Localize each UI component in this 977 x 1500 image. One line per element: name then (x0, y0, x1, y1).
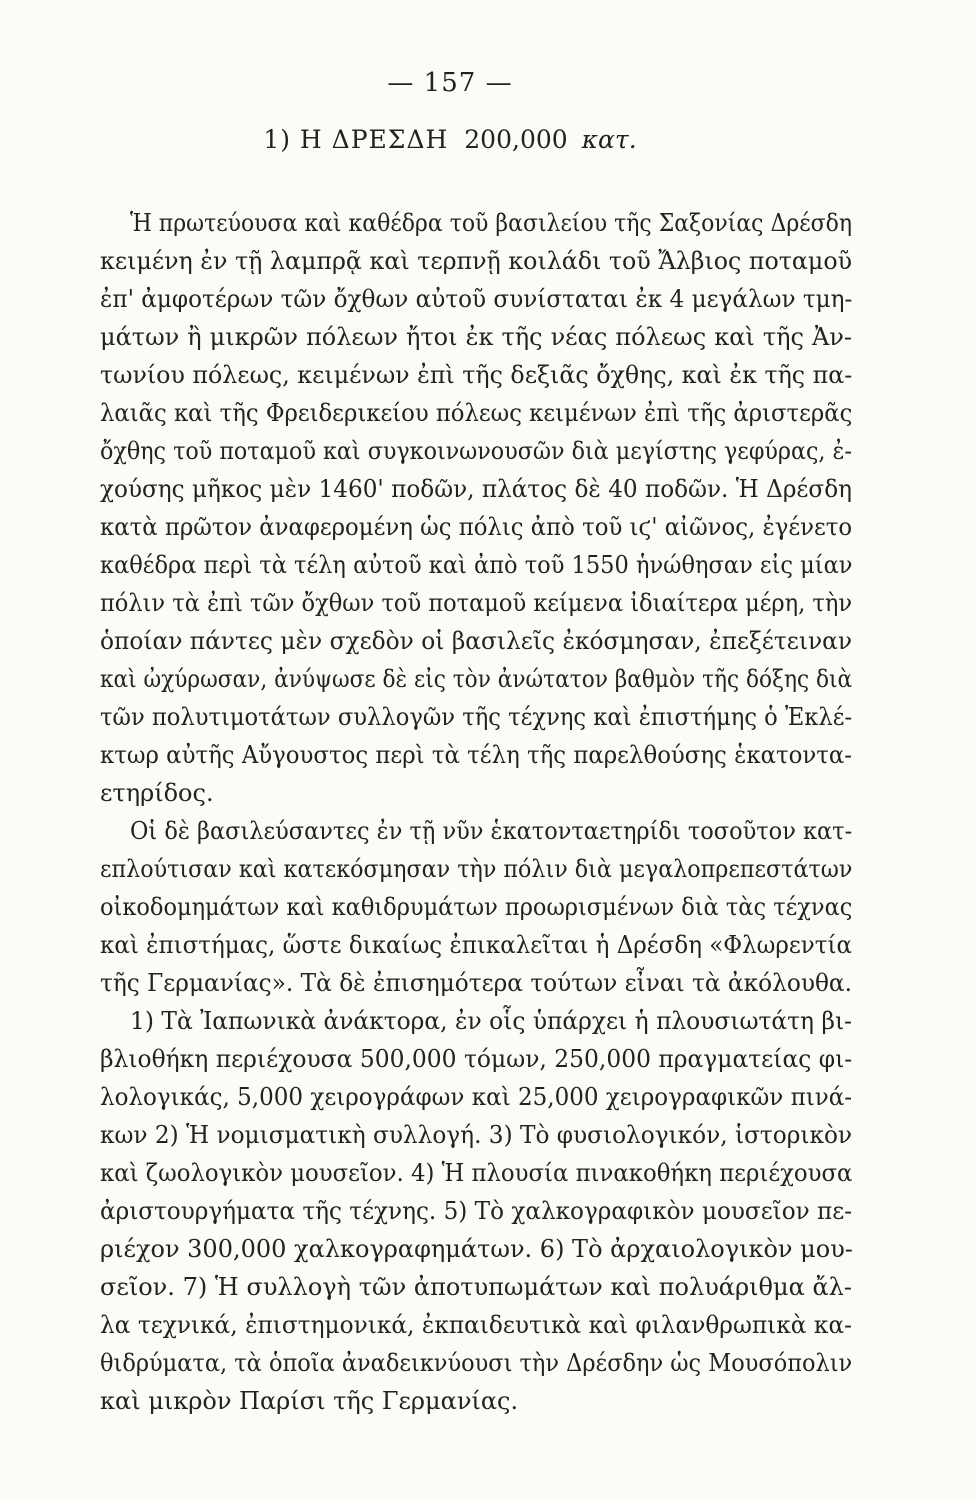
text-line: ὄχθης τοῦ ποταμοῦ καὶ συγκοινωνουσῶν διὰ μεγίστης γεφύρας, ἐ- (100, 437, 852, 465)
text-line: οἰκοδομημάτων καὶ καθιδρυμάτων προωρισμένων διὰ τὰς τέχνας (100, 893, 853, 921)
text-line: καὶ ὠχύρωσαν, ἀνύψωσε δὲ εἰς τὸν ἀνώτατον βαθμὸν τῆς δόξης διὰ (100, 665, 853, 693)
text-line: κειμένη ἐν τῇ λαμπρᾷ καὶ τερπνῇ κοιλάδι τοῦ Ἄλβιος ποταμοῦ (100, 247, 853, 275)
text-line: κων 2) Ἡ νομισματικὴ συλλογή. 3) Τὸ φυσιολογικόν, ἱστορικὸν (100, 1121, 853, 1149)
text-line: ετηρίδος. (100, 779, 214, 807)
heading-population: 200,000 (464, 125, 568, 154)
text-line: καὶ ζωολογικὸν μουσεῖον. 4) Ἡ πλουσία πινακοθήκη περιέχουσα (100, 1159, 853, 1187)
text-line: κτωρ αὐτῆς Αὔγουστος περὶ τὰ τέλη τῆς παρελθούσης ἑκατοντα- (100, 741, 853, 769)
text-line: επλούτισαν καὶ κατεκόσμησαν τὴν πόλιν διὰ μεγαλοπρεπεστάτων (100, 855, 853, 883)
text-line: 1) Τὰ Ἰαπωνικὰ ἀνάκτορα, ἐν οἷς ὑπάρχει ἡ πλουσιωτάτη βι- (130, 1007, 852, 1035)
text-line: κατὰ πρῶτον ἀναφερομένη ὡς πόλις ἀπὸ τοῦ ιϛ' αἰῶνος, ἐγένετο (100, 513, 853, 541)
text-line: θιδρύματα, τὰ ὁποῖα ἀναδεικνύουσι τὴν Δρέσδην ὡς Μουσόπολιν (100, 1349, 853, 1377)
text-line: λολογικάς, 5,000 χειρογράφων καὶ 25,000 χειρογραφικῶν πινά- (100, 1083, 853, 1111)
heading-title: 1) Η ΔΡΕΣΔΗ (263, 125, 449, 154)
text-line: Οἱ δὲ βασιλεύσαντες ἐν τῇ νῦν ἑκατονταετηρίδι τοσοῦτον κατ- (130, 817, 853, 845)
text-line: πόλιν τὰ ἐπὶ τῶν ὄχθων τοῦ ποταμοῦ κείμενα ἰδιαίτερα μέρη, τὴν (100, 589, 853, 617)
text-line: ἐπ' ἀμφοτέρων τῶν ὄχθων αὐτοῦ συνίσταται ἐκ 4 μεγάλων τμη- (100, 285, 853, 313)
text-line: καὶ ἐπιστήμας, ὥστε δικαίως ἐπικαλεῖται ἡ Δρέσδη «Φλωρεντία (100, 931, 852, 959)
text-line: χούσης μῆκος μὲν 1460' ποδῶν, πλάτος δὲ 40 ποδῶν. Ἡ Δρέσδη (100, 475, 852, 503)
text-line: ἀριστουργήματα τῆς τέχνης. 5) Τὸ χαλκογραφικὸν μουσεῖον πε- (100, 1197, 853, 1225)
text-line: Ἡ πρωτεύουσα καὶ καθέδρα τοῦ βασιλείου τῆς Σαξονίας Δρέσδη (130, 209, 853, 237)
heading-unit: κατ. (581, 125, 637, 154)
page-number: — 157 — (387, 68, 513, 98)
text-line: τωνίου πόλεως, κειμένων ἐπὶ τῆς δεξιᾶς ὄχθης, καὶ ἐκ τῆς πα- (100, 361, 853, 389)
text-line: μάτων ἢ μικρῶν πόλεων ἤτοι ἐκ τῆς νέας πόλεως καὶ τῆς Ἀν- (100, 323, 852, 351)
text-line: σεῖον. 7) Ἡ συλλογὴ τῶν ἀποτυπωμάτων καὶ πολυάριθμα ἄλ- (100, 1273, 852, 1301)
text-line: καὶ μικρὸν Παρίσι τῆς Γερμανίας. (100, 1387, 519, 1415)
text-line: καθέδρα περὶ τὰ τέλη αὐτοῦ καὶ ἀπὸ τοῦ 1550 ἡνώθησαν εἰς μίαν (100, 551, 853, 579)
text-line: τῶν πολυτιμοτάτων συλλογῶν τῆς τέχνης καὶ ἐπιστήμης ὁ Ἐκλέ- (100, 703, 853, 731)
text-line: τῆς Γερμανίας». Τὰ δὲ ἐπισημότερα τούτων εἶναι τὰ ἀκόλουθα. (100, 969, 852, 997)
text-line: ὁποίαν πάντες μὲν σχεδὸν οἱ βασιλεῖς ἐκόσμησαν, ἐπεξέτειναν (100, 627, 852, 655)
text-line: λα τεχνικά, ἐπιστημονικά, ἐκπαιδευτικὰ καὶ φιλανθρωπικὰ κα- (100, 1311, 852, 1339)
section-heading (0, 125, 900, 154)
text-line: βλιοθήκη περιέχουσα 500,000 τόμων, 250,000 πραγματείας φι- (100, 1045, 853, 1073)
text-line: ριέχον 300,000 χαλκογραφημάτων. 6) Τὸ ἀρχαιολογικὸν μου- (100, 1235, 853, 1263)
text-line: λαιᾶς καὶ τῆς Φρειδερικείου πόλεως κειμένων ἐπὶ τῆς ἀριστερᾶς (100, 399, 853, 427)
